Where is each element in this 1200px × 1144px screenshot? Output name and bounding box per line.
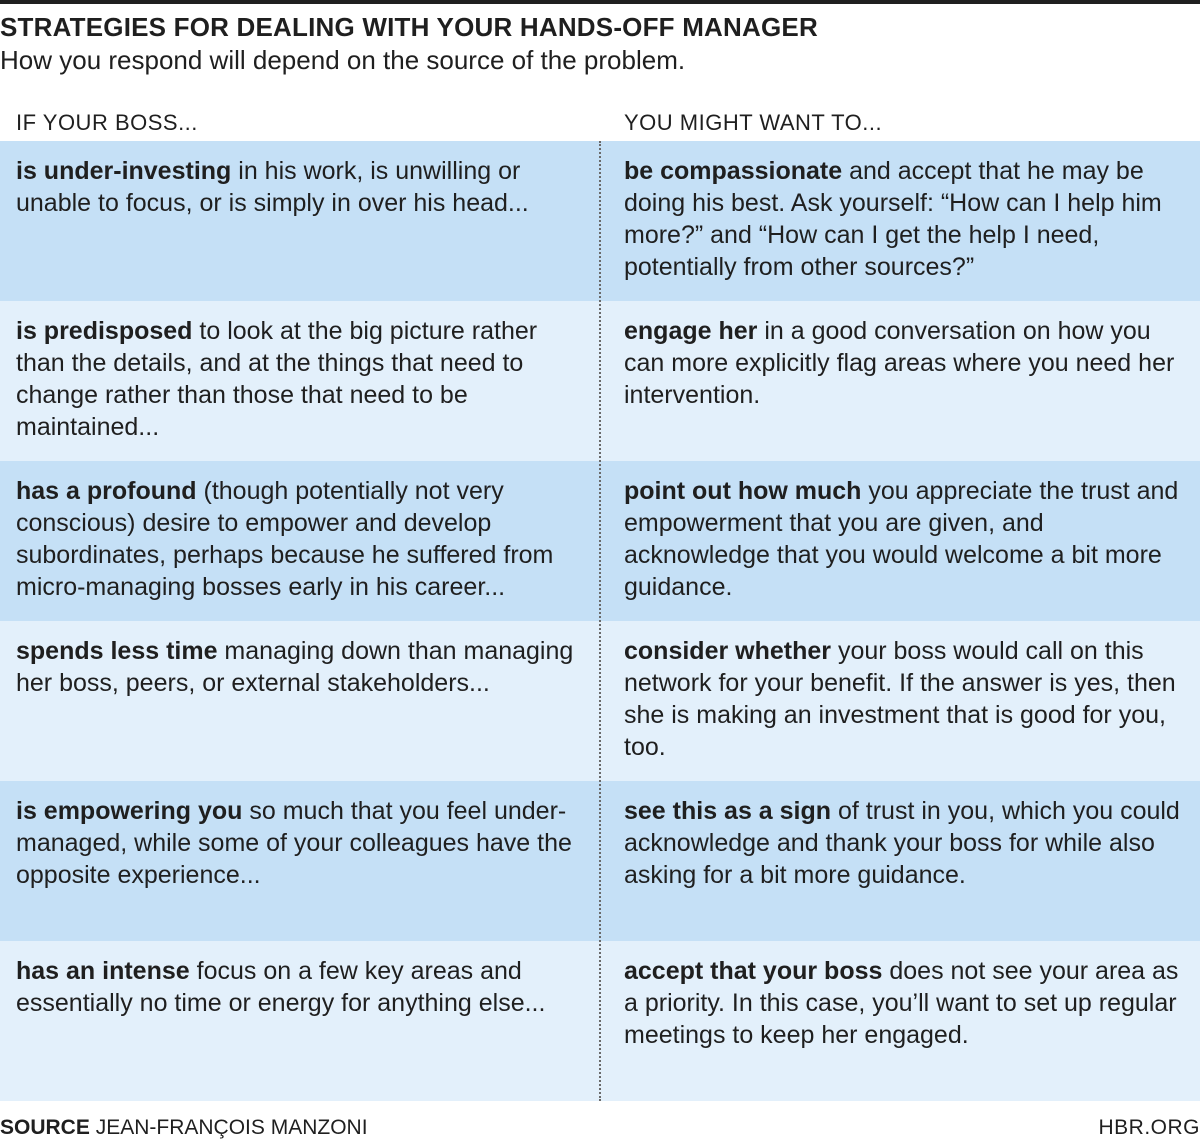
strategy-cell — [624, 315, 1184, 411]
boss-condition-lead: is empowering you — [16, 797, 243, 825]
top-rule — [0, 0, 1200, 4]
boss-condition-lead: is under-investing — [16, 157, 232, 185]
boss-condition-cell — [16, 315, 592, 443]
strategy-text: does not see your area as a priority. In this case, you’ll want to set up regular meetings to keep her engaged. — [624, 957, 1179, 1049]
strategy-cell — [624, 635, 1184, 763]
boss-condition-text: in his work, is unwilling or unable to focus, or is simply in over his head... — [16, 157, 529, 217]
boss-condition-text: so much that you feel under-managed, while some of your colleagues have the opposite experience... — [16, 797, 572, 889]
boss-condition-text: focus on a few key areas and essentially no time or energy for anything else... — [16, 957, 546, 1017]
strategy-text: of trust in you, which you could acknowledge and thank your boss for while also asking for a bit more guidance. — [624, 797, 1180, 889]
page-title: STRATEGIES FOR DEALING WITH YOUR HANDS-OFF MANAGER — [0, 12, 818, 42]
strategy-text: you appreciate the trust and empowerment that you are given, and acknowledge that you would welcome a bit more guidance. — [624, 477, 1179, 601]
strategy-table — [0, 141, 1200, 1101]
boss-condition-cell — [16, 475, 592, 603]
strategy-cell — [624, 155, 1184, 283]
strategy-lead: point out how much — [624, 477, 862, 505]
boss-condition-lead: has an intense — [16, 957, 190, 985]
strategy-text: your boss would call on this network for your benefit. If the answer is yes, then she is making an investment that is good for you, too. — [624, 637, 1176, 761]
boss-condition-cell — [16, 795, 592, 891]
page-subtitle: How you respond will depend on the source of the problem. — [0, 45, 686, 75]
strategy-text: in a good conversation on how you can more explicitly flag areas where you need her intervention. — [624, 317, 1175, 409]
column-header-right: YOU MIGHT WANT TO... — [624, 110, 883, 135]
boss-condition-text: to look at the big picture rather than the details, and at the things that need to change rather than those that need to be maintained... — [16, 317, 538, 441]
strategy-cell — [624, 955, 1184, 1051]
boss-condition-text: managing down than managing her boss, peers, or external stakeholders... — [16, 637, 574, 697]
boss-condition-text: (though potentially not very conscious) desire to empower and develop subordinates, perhaps because he suffered from micro-managing bosses early in his career... — [16, 477, 554, 601]
source-label: SOURCE — [0, 1116, 90, 1139]
strategy-lead: accept that your boss — [624, 957, 883, 985]
site-credit: HBR.ORG — [1098, 1116, 1200, 1139]
source-text: JEAN-FRANÇOIS MANZONI — [89, 1116, 368, 1139]
strategy-lead: engage her — [624, 317, 758, 345]
boss-condition-cell — [16, 955, 592, 1019]
strategy-cell — [624, 475, 1184, 603]
boss-condition-cell — [16, 635, 592, 699]
column-header-left: IF YOUR BOSS... — [16, 110, 198, 135]
strategy-text: and accept that he may be doing his best. Ask yourself: “How can I help him more?” and “How can I get the help I need, potentially from other sources?” — [624, 157, 1162, 281]
strategy-cell — [624, 795, 1184, 891]
strategy-lead: see this as a sign — [624, 797, 832, 825]
strategy-lead: be compassionate — [624, 157, 843, 185]
strategy-lead: consider whether — [624, 637, 831, 665]
boss-condition-lead: has a profound — [16, 477, 197, 505]
boss-condition-cell — [16, 155, 592, 219]
column-divider — [599, 141, 601, 1101]
source-credit — [0, 1114, 368, 1142]
boss-condition-lead: spends less time — [16, 637, 218, 665]
boss-condition-lead: is predisposed — [16, 317, 193, 345]
